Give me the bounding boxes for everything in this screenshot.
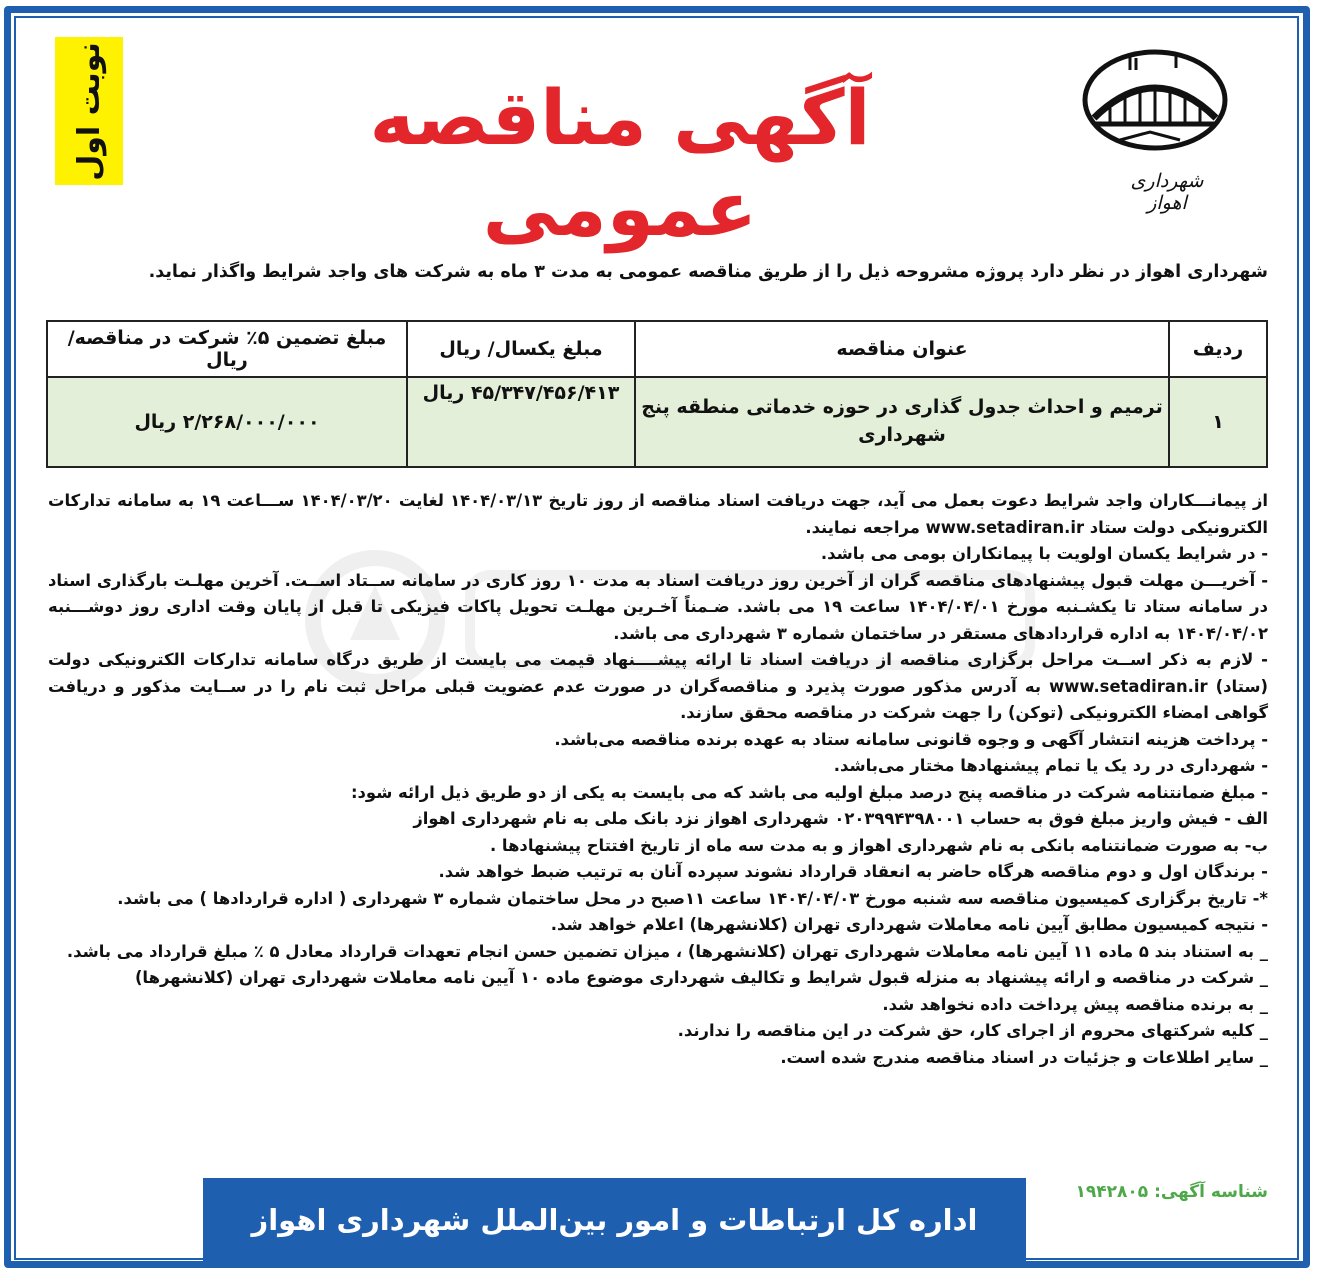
body-paragraph: - پرداخت هزینه انتشار آگهی و وجوه قانونی سامانه ستاد به عهده برنده مناقصه می‌باشد.: [554, 729, 1268, 749]
body-paragraph-setad: [48, 647, 1268, 727]
setad-link[interactable]: www.setadiran.ir: [1049, 676, 1208, 696]
header-annual-amount: مبلغ یکسال/ ریال: [407, 321, 635, 377]
header-row-number: ردیف: [1169, 321, 1267, 377]
invitation-text-end: مراجعه نمایند.: [805, 517, 920, 537]
body-paragraph: - شهرداری در رد یک یا تمام پیشنهادها مختار می‌باشد.: [833, 756, 1268, 775]
bridge-logo-icon: [1080, 48, 1230, 152]
body-paragraph: - مبلغ ضمانتنامه شرکت در مناقصه پنج درصد مبلغ اولیه می باشد که می بایست به یکی از دو طریق ذیل ارائه شود:: [350, 782, 1268, 802]
body-paragraph: - نتیجه کمیسیون مطابق آیین نامه معاملات شهرداری تهران (کلانشهرها) اعلام خواهد شد.: [550, 915, 1268, 934]
body-paragraph: ب- به صورت ضمانتنامه بانکی به نام شهرداری اهواز و به مدت سه ماه از تاریخ افتتاح پیشنهادها .: [489, 835, 1268, 855]
cell-guarantee-amount: ۲/۲۶۸/۰۰۰/۰۰۰ ریال: [47, 377, 407, 467]
footer-bar: [203, 1178, 1026, 1262]
header-guarantee-amount: مبلغ تضمین ۵٪ شرکت در مناقصه/ ریال: [47, 321, 407, 377]
setad-link[interactable]: www.setadiran.ir: [925, 517, 1085, 537]
body-paragraph: _ سایر اطلاعات و جزئیات در اسناد مناقصه مندرج شده است.: [780, 1047, 1268, 1067]
body-paragraph: _ به استناد بند ۵ ماده ۱۱ آیین نامه معاملات شهرداری تهران (کلانشهرها) ، میزان تضمین حسن انجام تعهدات قرارداد معادل ۵ ٪ مبلغ قرارداد می باشد.: [66, 941, 1268, 961]
cell-annual-amount: ۴۵/۳۴۷/۴۵۶/۴۱۳ ریال: [407, 377, 635, 467]
table-header-row: [47, 321, 1267, 377]
cell-tender-title: ترمیم و احداث جدول گذاری در حوزه خدماتی منطقه پنج شهرداری: [635, 377, 1169, 467]
body-paragraph: - برندگان اول و دوم مناقصه هرگاه حاضر به انعقاد قرارداد نشوند سپرده آنان به ترتیب ضبط خواهد شد.: [438, 862, 1268, 881]
body-paragraph: _ کلیه شرکتهای محروم از اجرای کار، حق شرکت در این مناقصه را ندارند.: [677, 1021, 1268, 1040]
ad-id: شناسه آگهی: ۱۹۴۲۸۰۵: [1075, 1182, 1268, 1202]
round-badge-label: نوبت اول: [71, 41, 107, 181]
body-paragraph: *- تاریخ برگزاری کمیسیون مناقصه سه شنبه مورخ ۱۴۰۴/۰۴/۰۳ ساعت ۱۱صبح در محل ساختمان شماره ۳ شهرداری ( اداره قراردادها ) می باشد.: [117, 888, 1268, 908]
tender-table: [46, 320, 1268, 468]
setad-text-end: به آدرس مذکور صورت پذیرد و مناقصه‌گران در صورت عدم عضویت قبلی مراحل ثبت نام را در ســایت مذکور و دریافت گواهی امضاء الکترونیکی (توکن) را جهت شرکت در مناقصه محقق سازند.: [48, 676, 1268, 722]
header-tender-title: عنوان مناقصه: [635, 321, 1169, 377]
body-paragraph: الف - فیش واریز مبلغ فوق به حساب ۰۲۰۳۹۹۴۳۹۸۰۰۱ شهرداری اهواز نزد بانک ملی به نام شهرداری اهواز: [413, 809, 1268, 828]
body-paragraph: - آخریـــن مهلت قبول پیشنهادهای مناقصه گران از آخرین روز دریافت اسناد به مدت ۱۰ روز کاری در سامانه ســتاد اســت. آخرین مهلـت بارگذاری اسناد در سامانه ستاد تا یکشـنبه مورخ ۱۴۰۴/۰۴/۰۱ ساعت ۱۹ می باشد. ضـمناً آخـرین مهلـت تحویل پاکات فیزیکی تا قبل از پایان وقت اداری روز دوشـــنبه ۱۴۰۴/۰۴/۰۲ به اداره قراردادهای مستقر در ساختمان شماره ۳ شهرداری می باشد.: [48, 570, 1268, 643]
footer-text: اداره کل ارتباطات و امور بین‌الملل شهرداری اهواز: [251, 1203, 978, 1237]
body-paragraph-invitation: [48, 488, 1268, 541]
cell-row-number: ۱: [1169, 377, 1267, 467]
body-paragraph: _ شرکت در مناقصه و ارائه پیشنهاد به منزله قبول شرایط و تکالیف شهرداری موضوع ماده ۱۰ آیین نامه معاملات شهرداری تهران (کلانشهرها): [134, 968, 1268, 987]
body-paragraph: _ به برنده مناقصه پیش پرداخت داده نخواهد شد.: [882, 994, 1268, 1014]
notice-body: [48, 488, 1268, 1071]
round-badge: [55, 37, 123, 185]
invitation-text: از پیمانـــکاران واجد شرایط دعوت بعمل می آید، جهت دریافت اسناد مناقصه از روز تاریخ ۱۴۰۴/۰۳/۱۳ لغایت ۱۴۰۴/۰۳/۲۰ ســـاعت ۱۹ به سامانه تدارکات الکترونیکی دولت ستاد: [48, 491, 1268, 537]
setad-text: - لازم به ذکر اســت مراحل برگزاری مناقصه از دریافت اسناد تا ارائه پیشــــنهاد قیمت می بایست از طریق درگاه سامانه تدارکات الکترونیکی دولت (ستاد): [48, 650, 1268, 696]
page-title: آگهی مناقصه عمومی: [369, 73, 871, 254]
body-paragraph: - در شرایط یکسان اولویت با پیمانکاران بومی می باشد.: [820, 544, 1268, 563]
logo-caption: شهرداری اهواز: [1130, 170, 1204, 214]
intro-text: شهرداری اهواز در نظر دارد پروژه مشروحه ذیل را از طریق مناقصه عمومی به مدت ۳ ماه به شرکت های واجد شرایط واگذار نماید.: [148, 262, 1268, 282]
table-row: [47, 377, 1267, 467]
